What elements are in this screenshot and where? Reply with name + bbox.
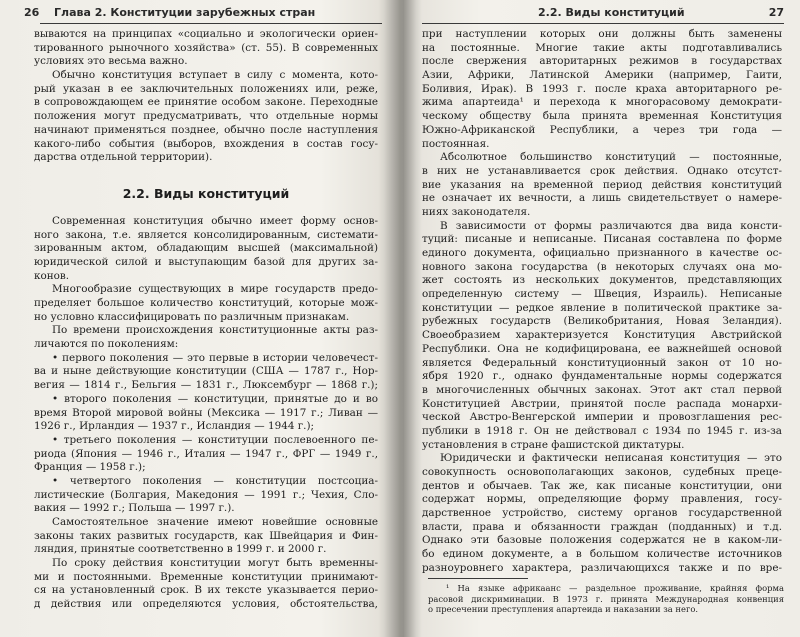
footnote-text [428, 583, 784, 615]
text-line: ва и ныне действующие конституции (США — 1787 г., Нор- [34, 365, 378, 378]
footnote-rule [428, 578, 528, 579]
text-line: но условно классифицировать по различным признакам. [34, 310, 350, 323]
footnote [428, 583, 784, 615]
text-line: определенную систему — Швеция, Израиль). Неписаные [422, 288, 782, 301]
text-line: Однако эти базовые положения содержатся не в каком-ли- [422, 534, 782, 547]
text-line: Конституцией Австрии, принятой после распада монархи- [422, 397, 782, 410]
text-line: новного закона государства (в некоторых случаях она мо- [422, 260, 782, 273]
text-line: Республики. Она не кодифицирована, ее важнейшей основой [422, 342, 782, 355]
right-running-title: 2.2. Виды конституций [538, 6, 685, 19]
text-line: является Федеральный конституционный закон от 10 но- [422, 356, 782, 369]
text-line: 1926 г., Ирландия — 1937 г., Исландия — 1944 г.); [34, 420, 315, 433]
section-heading: 2.2. Виды конституций [122, 185, 290, 201]
text-line: листические (Болгария, Македония — 1991 г.; Чехия, Сло- [34, 488, 378, 501]
text-line: в них не устанавливается срок действия. Однако отсутст- [422, 164, 782, 177]
text-line: Своеобразием характеризуется Конституция Австрийской [422, 329, 782, 342]
left-text-before-heading [34, 28, 378, 165]
text-line: установления в стране фашистской диктатуры. [422, 438, 685, 451]
text-line: ного закона, т.е. является консолидированным, системати- [34, 228, 378, 241]
text-line: По времени происхождения конституционные акты раз- [52, 324, 378, 337]
right-text [422, 28, 782, 576]
text-line: По сроку действия конституции могут быть временны- [52, 557, 378, 570]
right-running-head [422, 5, 784, 24]
text-line: тированного рыночного хозяйства» (ст. 55). В современных [34, 41, 378, 54]
text-line: ми и постоянными. Временные конституции принимают- [34, 570, 378, 583]
text-line: постоянная. [422, 137, 490, 150]
text-line: после свержения авторитарных режимов в государствах [422, 55, 782, 68]
text-line: зированным актом, обладающим высшей (максимальной) [34, 242, 378, 255]
text-line: Обычно конституция вступает в силу с момента, кото- [52, 69, 378, 82]
text-line: жима апартеида¹ и перехода к многорасовому демократи- [422, 96, 782, 109]
text-line: рый указан в ее заключительных положениях или, реже, [34, 82, 378, 95]
text-line: единого документа, официально признанного в качестве ос- [422, 247, 782, 259]
text-line: вываются на принципах «социально и экологически ориен- [34, 28, 378, 40]
text-line: при наступлении которых они должны быть заменены [422, 28, 782, 40]
text-line: конов. [34, 269, 70, 282]
footnote-line: ¹ На языке африкаанс — раздельное проживание, крайняя форма [446, 583, 784, 593]
footnote-line: расовой дискриминации. В 1973 г. принята Международная конвенция [428, 593, 784, 604]
text-line: вегия — 1814 г., Бельгия — 1831 г., Люксембург — 1868 г.); [34, 379, 378, 392]
right-page-number: 27 [768, 6, 784, 19]
footnote-line: о пресечении преступления апартеида и наказании за него. [428, 604, 699, 614]
text-line: дарственное устройство, систему органов государственной [422, 507, 782, 520]
text-line: законы таких развитых государств, как Швейцария и Фин- [34, 529, 378, 542]
text-line: Самостоятельное значение имеют новейшие основные [52, 516, 378, 528]
text-line: В зависимости от формы различаются два вида консти- [440, 219, 782, 232]
text-line: • второго поколения — конституции, принятые до и во [52, 392, 378, 405]
text-line: конституции — редкое явление в политической практике за- [422, 301, 782, 314]
text-line: пределяет большое количество конституций, которые мож- [34, 297, 378, 309]
text-line: ческому обществу была принята временная Конституция [422, 110, 782, 123]
text-line: власти, права и обязанности граждан (подданных) и т.д. [422, 520, 782, 533]
text-line: в многочисленных обычных законах. Этот акт стал первой [422, 383, 782, 396]
text-line: дарства отдельной территории). [34, 151, 213, 164]
text-line: Современная конституция обычно имеет форму основ- [52, 214, 378, 227]
left-running-head [24, 5, 382, 24]
text-line: условиях это весьма важно. [34, 55, 188, 68]
text-line: ся на установленный срок. В их тексте указывается перио- [34, 584, 378, 597]
text-line: риода (Япония — 1946 г., Италия — 1947 г., ФРГ — 1949 г., [34, 447, 378, 460]
text-line: личаются по поколениям: [34, 338, 179, 351]
text-line: Франция — 1958 г.); [34, 461, 146, 474]
gutter-shadow-left [378, 0, 404, 637]
text-line: ября 1920 г., однако фундаментальные нормы содержатся [422, 370, 782, 383]
text-line: разноуровнего характера, различающихся также и по вре- [422, 561, 782, 574]
text-line: туций: писаные и неписаные. Писаная составлена по форме [422, 233, 782, 246]
gutter-shadow-right [404, 0, 422, 637]
text-line: ниях законодателя. [422, 205, 531, 218]
text-line: совокупность основополагающих законов, судебных преце- [422, 466, 782, 478]
text-line: вакия — 1992 г.; Польша — 1997 г.). [34, 502, 235, 515]
text-line: Юридически и фактически неписаная конституция — это [440, 452, 782, 465]
text-line: ляндия, принятые соответственно в 1999 г. и 2000 г. [34, 543, 327, 556]
text-line: вие указания на временной период действия конституций [422, 178, 782, 191]
text-line: Абсолютное большинство конституций — постоянные, [440, 151, 782, 164]
text-line: дентов и обычаев. Так же, как писаные конституции, они [422, 479, 782, 492]
text-line: не означает их вечности, а лишь свидетельствует о намере- [422, 192, 782, 205]
text-line: положения могут предусматривать, что отдельные нормы [34, 110, 378, 123]
text-line: какого-либо события (выборов, вхождения в состав госу- [34, 137, 378, 150]
text-line: ческой Австро-Венгерской империи и провозглашения рес- [422, 411, 782, 424]
text-line: рубежных государств (Великобритания, Новая Зеландия). [422, 315, 782, 328]
text-line: начинают применяться позднее, обычно после наступления [34, 123, 378, 136]
left-page [0, 0, 396, 637]
text-line: Азии, Африки, Латинской Америки (например, Гаити, [422, 69, 782, 82]
text-line: д действия или определяются условия, обстоятельства, [34, 598, 378, 611]
text-line: на постоянные. Многие такие акты подготавливались [422, 41, 782, 54]
left-page-number: 26 [24, 6, 40, 19]
left-running-title: Глава 2. Конституции зарубежных стран [54, 6, 316, 19]
text-line: Многообразие существующих в мире государств предо- [52, 283, 378, 296]
text-line: юридической силой и выступающим базой для других за- [34, 255, 378, 268]
text-line: в сопровождающем ее принятие особом законе. Переходные [34, 96, 378, 109]
left-text-after-heading [34, 215, 378, 612]
text-line: • третьего поколения — конституции послевоенного пе- [52, 433, 378, 446]
text-line: публики в 1918 г. Он не действовал с 1934 по 1945 г. из-за [422, 424, 782, 437]
right-page-body [422, 28, 782, 576]
text-line: время Второй мировой войны (Мексика — 1917 г.; Ливан — [34, 406, 378, 419]
text-line: содержат нормы, определяющие форму правления, госу- [422, 493, 782, 506]
text-line: бо едином документе, а в большом количестве источников [422, 548, 782, 561]
text-line: Боливия, Ирак). В 1993 г. после краха авторитарного ре- [422, 82, 782, 95]
text-line: • первого поколения — это первые в истории человечест- [52, 351, 378, 364]
left-page-body [34, 28, 378, 612]
right-page [404, 0, 800, 637]
text-line: • четвертого поколения — конституции постсоциа- [52, 474, 378, 487]
text-line: жет состоять из нескольких документов, представляющих [422, 274, 782, 287]
text-line: Южно-Африканской Республики, а через три года — [422, 123, 782, 136]
